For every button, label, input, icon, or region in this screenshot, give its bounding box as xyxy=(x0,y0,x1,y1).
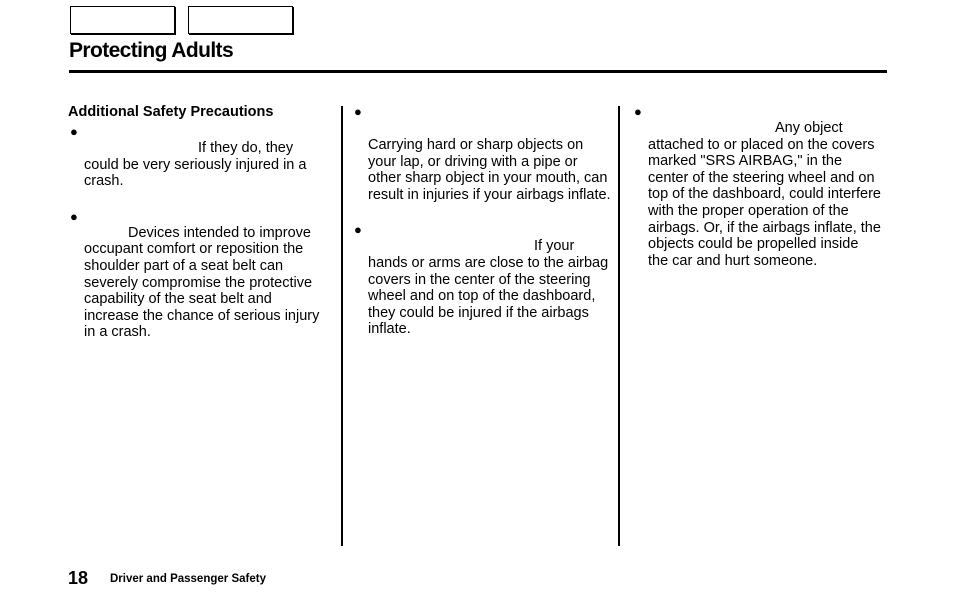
column-3 xyxy=(632,104,882,269)
item-text: Carrying hard or sharp objects on your lap, or driving with a pipe or other sharp object in your mouth, can result in injuries if your airbags inflate. xyxy=(368,137,611,203)
footer-section-title: Driver and Passenger Safety xyxy=(110,573,266,585)
bullet-icon: ● xyxy=(354,222,362,238)
page-title: Protecting Adults xyxy=(69,39,234,62)
column-divider xyxy=(341,106,343,546)
column-1 xyxy=(68,104,330,341)
item-text-start: Any object xyxy=(775,120,843,136)
column-divider xyxy=(618,106,620,546)
list-item xyxy=(352,104,614,203)
bullet-icon: ● xyxy=(70,124,78,139)
title-rule xyxy=(69,70,887,73)
item-text: could be very seriously injured in a crash. xyxy=(84,156,307,190)
bullet-icon: ● xyxy=(634,104,642,119)
page-number: 18 xyxy=(68,568,89,588)
item-text: hands or arms are close to the airbag covers in the center of the steering wheel and on top of the dashboard, they could be injured if the airbags inflate. xyxy=(368,254,609,338)
nav-button-next[interactable] xyxy=(188,6,293,34)
item-text-start: Devices intended to improve xyxy=(128,224,311,241)
item-text-start: If your xyxy=(534,238,575,255)
nav-button-previous[interactable] xyxy=(70,6,175,34)
item-text: attached to or placed on the covers marked "SRS AIRBAG," in the center of the steering wheel and on top of the dashboard, could interfere with the proper operation of the airbags. Or, if the airbags inflate, the objects could be propelled inside the car and hurt someone. xyxy=(648,136,881,269)
bullet-icon: ● xyxy=(70,208,78,224)
list-item xyxy=(632,104,882,269)
bullet-icon: ● xyxy=(354,104,362,119)
column-2 xyxy=(352,104,614,338)
list-item xyxy=(352,222,614,338)
list-item xyxy=(68,124,330,190)
item-text: occupant comfort or reposition the shoulder part of a seat belt can severely compromise the protective capability of the seat belt and increase the chance of serious injury in a crash. xyxy=(84,241,320,341)
item-text-start: If they do, they xyxy=(198,140,294,156)
list-item xyxy=(68,209,330,341)
section-heading: Additional Safety Precautions xyxy=(68,104,274,120)
